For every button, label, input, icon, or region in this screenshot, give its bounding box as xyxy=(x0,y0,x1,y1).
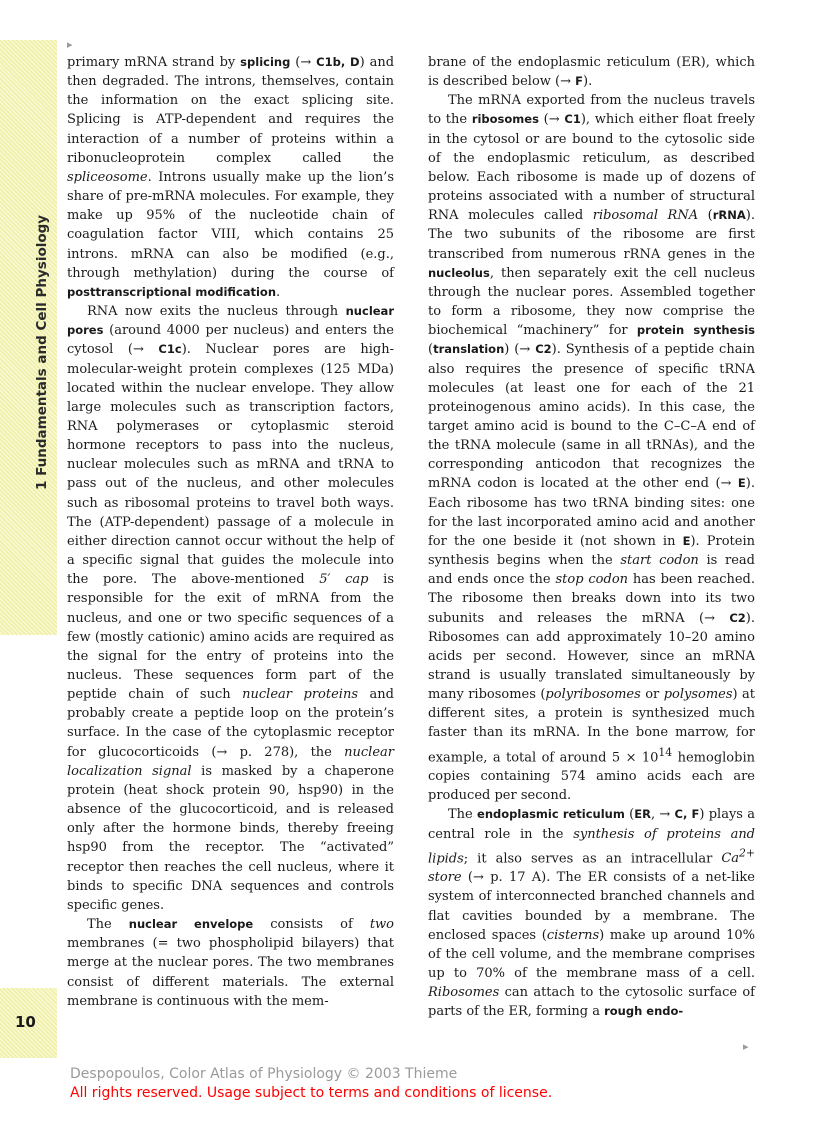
right-text-column xyxy=(428,53,755,1021)
page-number: 10 xyxy=(15,1013,36,1031)
chapter-label: 1 Fundamentals and Cell Physiology xyxy=(34,214,50,490)
paragraph: The endoplasmic reticulum (ER, → C, F) plays a central role in the synthesis of proteins and lipids; it also serves as an intracellular $Ca^{2+}$ store (→ p. 17 A). The ER consists of a net-like system of interconnected branched channels and flat cavities bounded by a membrane. The enclosed spaces (cisterns) make up around 10% of the cell volume, and the membrane comprises up to 70% of the membrane mass of a cell. Ribosomes can attach to the cytosolic surface of parts of the ER, forming a rough endo- xyxy=(428,807,756,1020)
continued-from-arrow-icon: ▸ xyxy=(67,38,73,51)
continued-on-arrow-icon: ▸ xyxy=(743,1040,749,1053)
paragraph: The nuclear envelope consists of two membranes (= two phospholipid bilayers) that merge at the nuclear pores. The two membranes consist of different materials. The external membrane is continuous with the mem- xyxy=(67,917,394,1009)
paragraph: RNA now exits the nucleus through nuclear pores (around 4000 per nucleus) and enters the cytosol (→ C1c). Nuclear pores are high-molecular-weight protein complexes (125 MDa) located within the nuclear envelope. They allow large molecules such as transcription factors, RNA polymerases or cytoplasmic steroid hormone receptors to pass into the nucleus, nuclear molecules such as mRNA and tRNA to pass out of the nucleus, and other molecules such as ribosomal proteins to travel both ways. The (ATP-dependent) passage of a molecule in either direction cannot occur without the help of a specific signal that guides the molecule into the pore. The above-mentioned 5′ cap is responsible for the exit of mRNA from the nucleus, and one or two specific sequences of a few (mostly cationic) amino acids are required as the signal for the entry of proteins into the nucleus. These sequences form part of the peptide chain of such nuclear proteins and probably create a peptide loop on the protein’s surface. In the case of the cytoplasmic receptor for glucocorticoids (→ p. 278), the nuclear localization signal is masked by a chaperone protein (heat shock protein 90, hsp90) in the absence of the glucocorticoid, and is released only after the hormone binds, thereby freeing hsp90 from the receptor. The “activated” receptor then reaches the cell nucleus, where it binds to specific DNA sequences and controls specific genes. xyxy=(67,304,395,913)
paragraph: The mRNA exported from the nucleus travels to the ribosomes (→ C1), which either float freely in the cytosol or are bound to the cytosolic side of the endoplasmic reticulum, as described below. Each ribosome is made up of dozens of proteins associated with a number of structural RNA molecules called ribosomal RNA (rRNA). The two subunits of the ribosome are first transcribed from numerous rRNA genes in the nucleolus, then separately exit the cell nucleus through the nuclear pores. Assembled together to form a ribosome, they now comprise the biochemical “machinery” for protein synthesis (translation) (→ C2). Synthesis of a peptide chain also requires the presence of specific tRNA molecules (at least one for each of the 21 proteinogenous amino acids). In this case, the target amino acid is bound to the C–C–A end of the tRNA molecule (same in all tRNAs), and the corresponding anticodon that recognizes the mRNA codon is located at the other end (→ E). Each ribosome has two tRNA binding sites: one for the last incorporated amino acid and another for the one beside it (not shown in E). Protein synthesis begins when the start codon is read and ends once the stop codon has been reached. The ribosome then breaks down into its two subunits and releases the mRNA (→ C2). Ribosomes can add approximately 10–20 amino acids per second. However, since an mRNA strand is usually translated simultaneously by many ribosomes (polyribosomes or polysomes) at different sites, a protein is synthesized much faster than its mRNA. In the bone marrow, for example, a total of around $5 \times 10^{14}$ hemoglobin copies containing 574 amino acids each are produced per second. xyxy=(428,93,756,804)
footer-copyright: Despopoulos, Color Atlas of Physiology © 2003 Thieme xyxy=(70,1066,458,1082)
paragraph: primary mRNA strand by splicing (→ C1b, D) and then degraded. The introns, themselves, contain the information on the exact splicing site. Splicing is ATP-dependent and requires the interaction of a number of proteins within a ribonucleoprotein complex called the spliceosome. Introns usually make up the lion’s share of pre-mRNA molecules. For example, they make up 95% of the nucleotide chain of coagulation factor VIII, which contains 25 introns. mRNA can also be modified (e.g., through methylation) during the course of posttranscriptional modification. xyxy=(67,55,395,300)
paragraph: brane of the endoplasmic reticulum (ER), which is described below (→ F). xyxy=(428,55,755,90)
left-text-column xyxy=(67,53,394,1011)
footer-license: All rights reserved. Usage subject to terms and conditions of license. xyxy=(70,1085,553,1101)
